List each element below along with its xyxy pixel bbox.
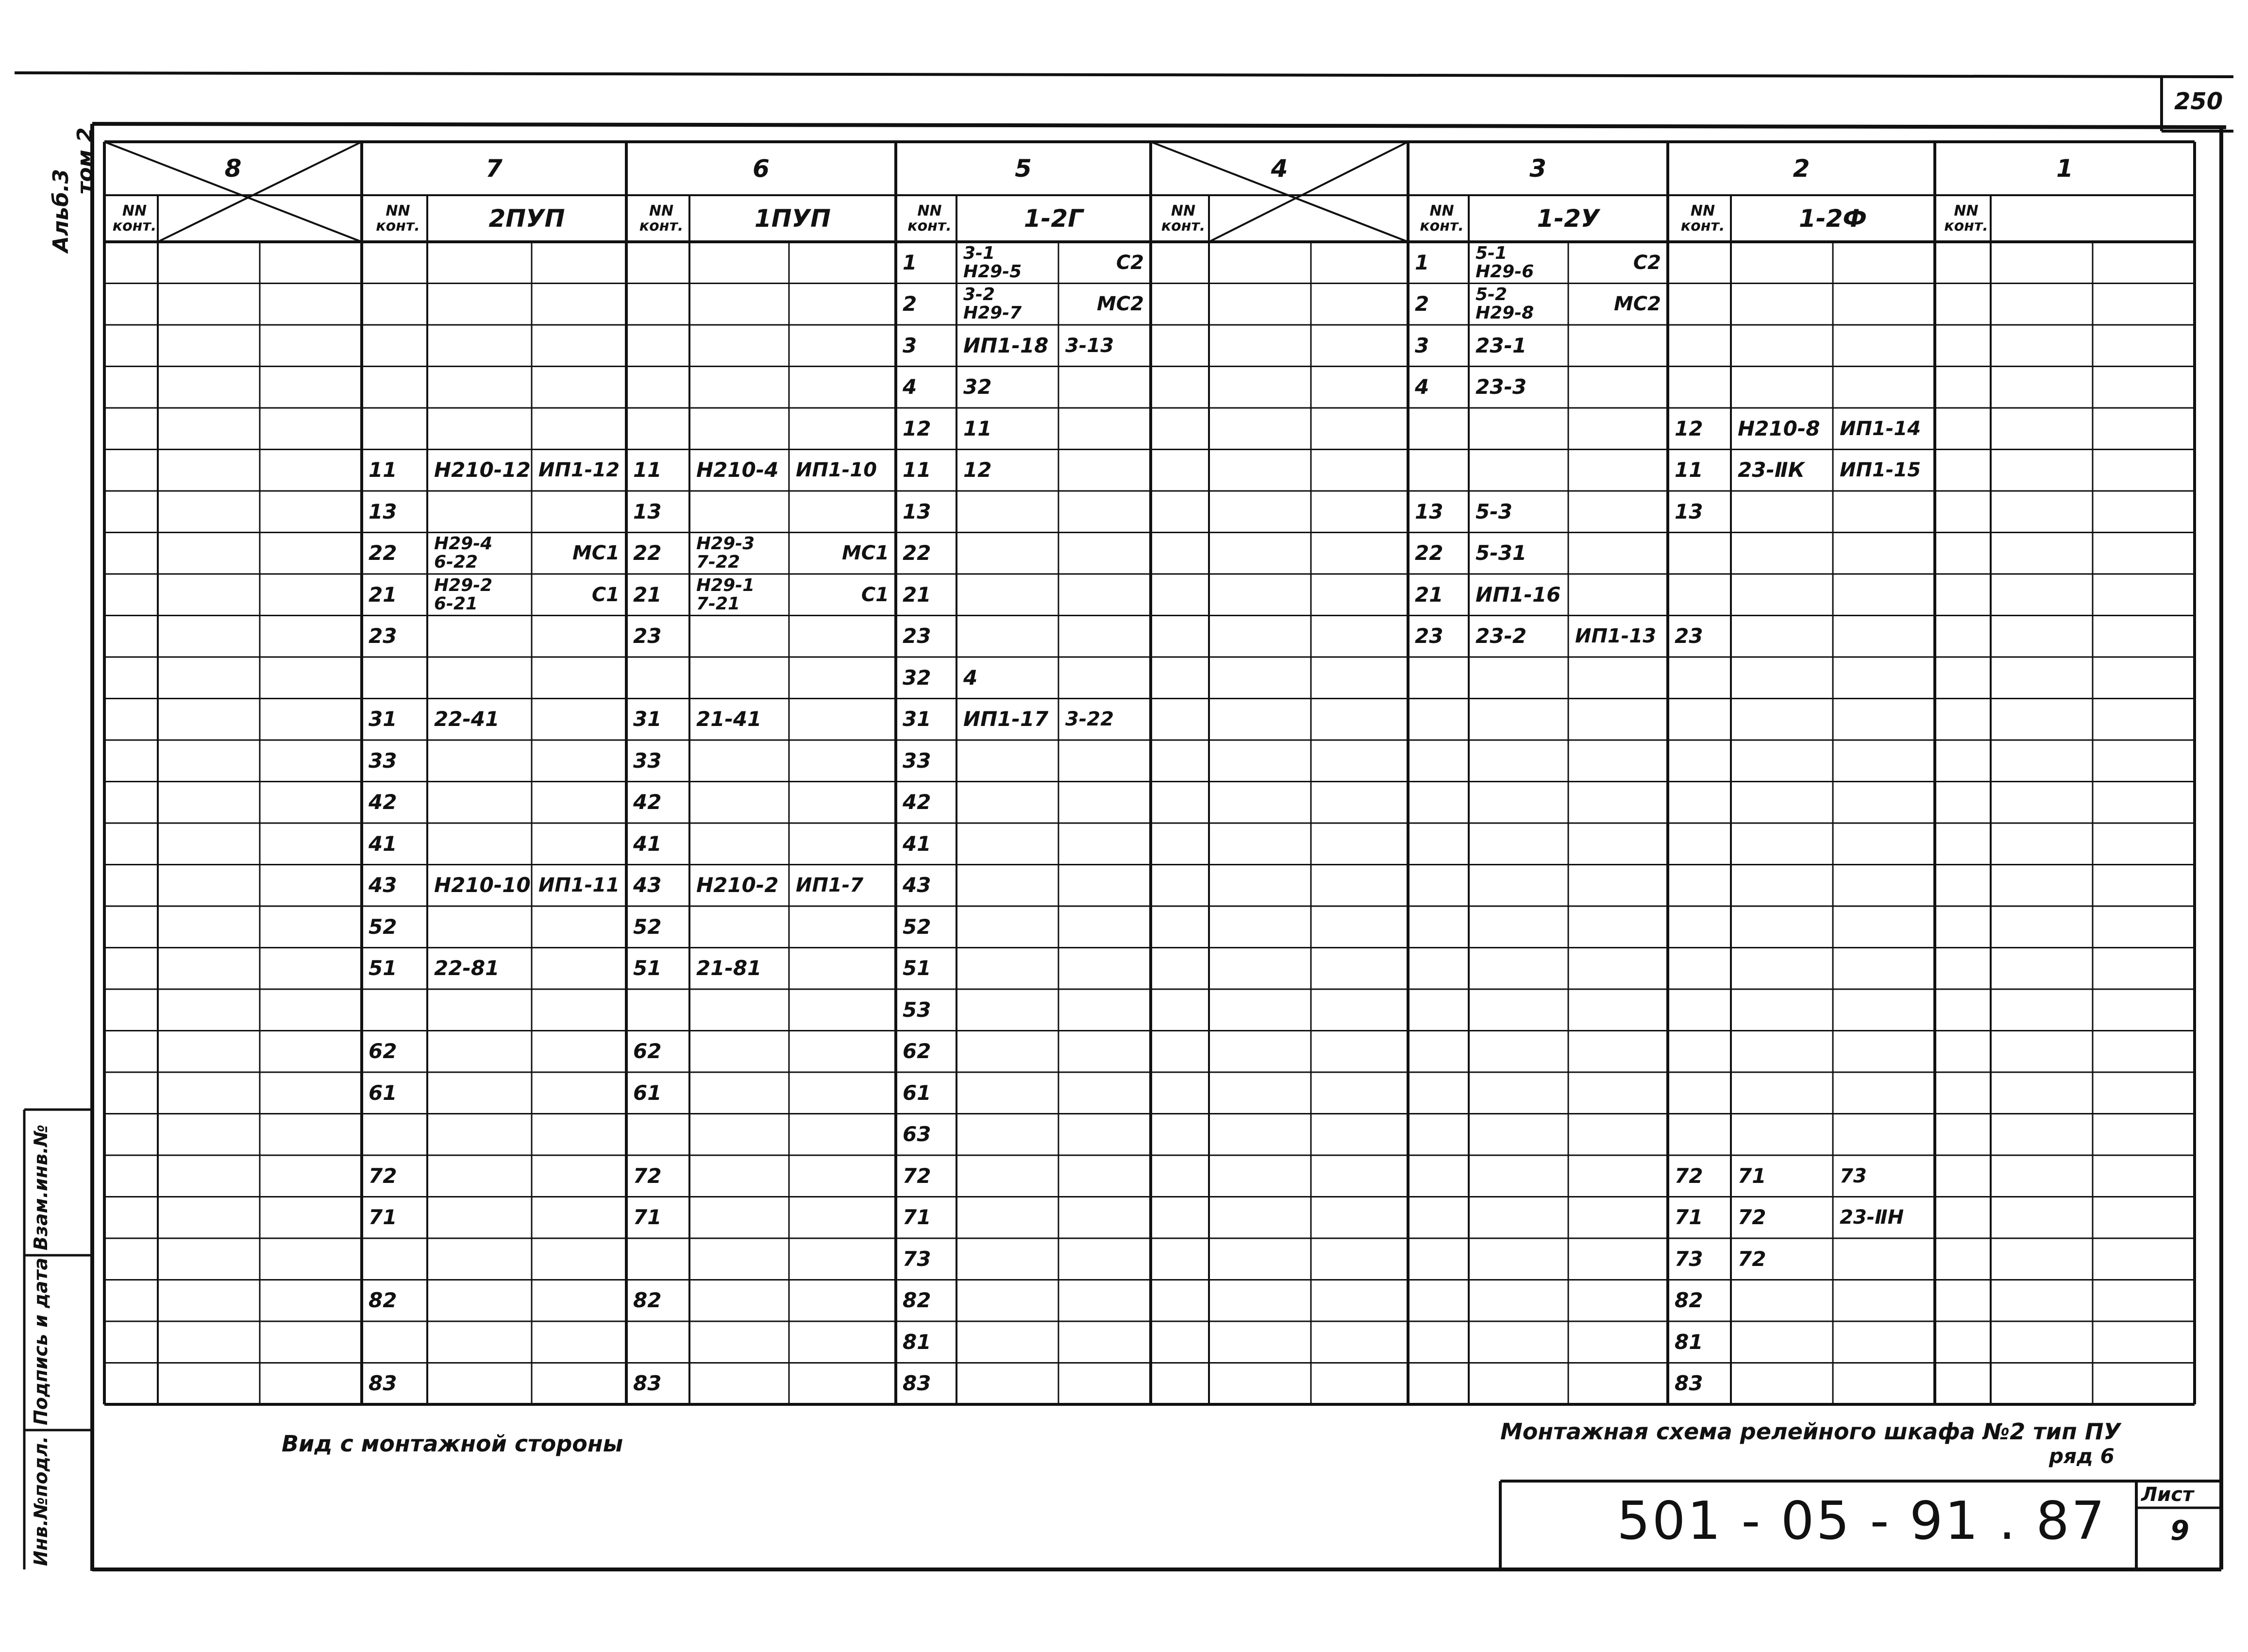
connection-a: ИП1-16 (1476, 582, 1561, 607)
kont-header (1151, 195, 1209, 242)
connection-a: 23-ⅡК (1738, 458, 1805, 482)
sheet-no: 9 (2170, 1515, 2189, 1547)
connection-a: 71 (1738, 1163, 1766, 1188)
kont-header (362, 195, 427, 242)
contact-number: 52 (369, 914, 397, 939)
cell-line: Н29-7 (963, 303, 1022, 323)
contact-number: 41 (369, 831, 397, 856)
cell-line: NN (122, 202, 147, 219)
cell-line: конт. (1161, 218, 1206, 235)
connection-a: 32 (963, 375, 992, 399)
contact-number: 33 (369, 748, 397, 773)
contact-number: 21 (633, 582, 662, 607)
kont-header (1935, 195, 1991, 242)
contact-number: 82 (633, 1288, 662, 1313)
cell-line: конт. (1944, 218, 1988, 235)
cell-line: NN (386, 202, 410, 219)
contact-number: 23 (369, 624, 397, 648)
contact-number: 83 (369, 1371, 397, 1396)
connection-a (956, 242, 1058, 284)
contact-number: 71 (369, 1205, 397, 1230)
connection-b: ИП1-14 (1840, 417, 1921, 440)
connection-a: Н210-10 (434, 873, 531, 897)
group-title-5: 1-2Г (1023, 204, 1084, 233)
contact-number: 13 (1675, 499, 1703, 523)
kont-header (626, 195, 689, 242)
connection-a: 21-81 (696, 956, 762, 980)
connection-b: 3-13 (1065, 334, 1114, 357)
connection-b: МС1 (572, 542, 620, 565)
contact-number: 43 (369, 873, 397, 897)
cell-line: NN (1171, 202, 1196, 219)
contact-number: 43 (633, 873, 662, 897)
contact-number: 12 (1675, 416, 1703, 440)
connection-b: 73 (1840, 1164, 1867, 1187)
contact-number: 2 (1415, 292, 1429, 316)
contact-number: 63 (903, 1122, 931, 1146)
contact-number: 72 (369, 1163, 397, 1188)
connection-b: 3-22 (1065, 708, 1114, 731)
scheme-subtitle: ряд 6 (2049, 1444, 2114, 1468)
scheme-title: Монтажная схема релейного шкафа №2 тип ПУ (1500, 1418, 2121, 1445)
kont-header (1668, 195, 1731, 242)
contact-number: 13 (633, 499, 662, 523)
connection-b: 23-ⅡН (1840, 1206, 1904, 1229)
contact-number: 11 (1675, 458, 1703, 482)
group-number-6: 6 (753, 154, 770, 183)
contact-number: 81 (1675, 1330, 1703, 1354)
cell-line: NN (917, 202, 942, 219)
kont-header (104, 195, 158, 242)
contact-number: 11 (903, 458, 931, 482)
group-number-2: 2 (1793, 154, 1810, 183)
connection-a: 23-1 (1476, 333, 1527, 357)
contact-number: 81 (903, 1330, 931, 1354)
connection-b: ИП1-7 (796, 874, 864, 897)
contact-number: 51 (633, 956, 662, 980)
contact-number: 83 (903, 1371, 931, 1396)
connection-b: ИП1-12 (538, 459, 620, 482)
connection-b: ИП1-11 (538, 874, 620, 897)
connection-b: С1 (861, 583, 889, 606)
connection-b: ИП1-13 (1575, 625, 1657, 648)
volume-label: том 2 (73, 127, 98, 194)
cell-line: 6-22 (434, 552, 478, 573)
contact-number: 21 (1415, 582, 1443, 607)
connection-a: 23-2 (1476, 624, 1527, 648)
connection-a: 5-3 (1476, 499, 1512, 523)
connection-a (1469, 242, 1568, 284)
cell-line: Н29-5 (963, 261, 1022, 282)
contact-number: 41 (633, 831, 662, 856)
connection-a: 4 (963, 665, 978, 690)
cell-line: 5-2 (1476, 285, 1508, 305)
cell-line: Н29-4 (434, 534, 493, 554)
contact-number: 62 (903, 1039, 931, 1063)
cell-line: конт. (907, 218, 952, 235)
connection-a: 72 (1738, 1205, 1766, 1230)
contact-number: 13 (1415, 499, 1443, 523)
kont-header (1408, 195, 1469, 242)
sheet-number: 250 (2174, 88, 2223, 115)
contact-number: 71 (903, 1205, 931, 1230)
contact-number: 33 (903, 748, 931, 773)
contact-number: 32 (903, 665, 931, 690)
contact-number: 82 (369, 1288, 397, 1313)
connection-a (427, 574, 532, 616)
connection-a: 11 (963, 416, 992, 440)
connection-a: ИП1-17 (963, 707, 1049, 731)
contact-number: 52 (633, 914, 662, 939)
cell-line: 3-1 (963, 243, 995, 263)
contact-number: 22 (903, 541, 931, 565)
connection-a: 21-41 (696, 707, 762, 731)
cell-line: Н29-6 (1476, 261, 1534, 282)
contact-number: 72 (633, 1163, 662, 1188)
cell-line: NN (1954, 202, 1979, 219)
contact-number: 4 (1415, 375, 1429, 399)
contact-number: 11 (369, 458, 397, 482)
cell-line: Н29-2 (434, 575, 493, 595)
contact-number: 71 (633, 1205, 662, 1230)
contact-number: 23 (633, 624, 662, 648)
connection-a: 22-81 (434, 956, 500, 980)
connection-a (427, 533, 532, 574)
contact-number: 22 (633, 541, 662, 565)
contact-number: 22 (1415, 541, 1443, 565)
connection-b: МС2 (1097, 293, 1144, 316)
contact-number: 72 (903, 1163, 931, 1188)
contact-number: 13 (369, 499, 397, 523)
connection-a: Н210-12 (434, 458, 531, 482)
cell-line: 7-22 (696, 552, 740, 573)
contact-number: 2 (903, 292, 917, 316)
contact-number: 31 (903, 707, 931, 731)
contact-number: 43 (903, 873, 931, 897)
connection-a (1469, 284, 1568, 325)
connection-b: С2 (1116, 251, 1144, 274)
connection-b: МС1 (842, 542, 889, 565)
group-number-7: 7 (486, 154, 503, 183)
connection-a: Н210-4 (696, 458, 779, 482)
connection-b: ИП1-15 (1840, 459, 1921, 482)
contact-number: 21 (369, 582, 397, 607)
contact-number: 42 (369, 790, 397, 814)
connection-a: 23-3 (1476, 375, 1527, 399)
connection-a (956, 284, 1058, 325)
connection-b: МС2 (1614, 293, 1661, 316)
connection-a: 5-31 (1476, 541, 1527, 565)
document-code: 501 - 05 - 91 . 87 (1617, 1491, 2107, 1551)
contact-number: 71 (1675, 1205, 1703, 1230)
contact-number: 41 (903, 831, 931, 856)
contact-number: 61 (369, 1080, 397, 1105)
contact-number: 53 (903, 997, 931, 1022)
group-title-6: 1ПУП (754, 204, 831, 233)
contact-number: 61 (633, 1080, 662, 1105)
margin-label-signature-date: Подпись и дата (30, 1257, 51, 1425)
contact-number: 31 (633, 707, 662, 731)
contact-number: 23 (1415, 624, 1443, 648)
group-title-7: 2ПУП (488, 204, 565, 233)
cell-line: Н29-1 (696, 575, 755, 595)
connection-a (689, 574, 789, 616)
group-number-3: 3 (1529, 154, 1546, 183)
contact-number: 83 (1675, 1371, 1703, 1396)
cell-line: Н29-8 (1476, 303, 1534, 323)
contact-number: 13 (903, 499, 931, 523)
cell-line: 6-21 (434, 593, 478, 614)
cell-line: NN (1690, 202, 1715, 219)
contact-number: 3 (1415, 333, 1429, 357)
sheet-label: Лист (2141, 1483, 2194, 1506)
group-title-3: 1-2У (1537, 204, 1600, 233)
contact-number: 62 (369, 1039, 397, 1063)
contact-number: 42 (903, 790, 931, 814)
album-label: Альб.3 (49, 169, 73, 253)
cell-line: NN (1429, 202, 1454, 219)
contact-number: 42 (633, 790, 662, 814)
contact-number: 51 (903, 956, 931, 980)
connection-a: Н210-2 (696, 873, 779, 897)
contact-number: 83 (633, 1371, 662, 1396)
cell-line: NN (649, 202, 674, 219)
connection-a: 12 (963, 458, 992, 482)
view-caption: Вид с монтажной стороны (282, 1431, 623, 1457)
cell-line: конт. (112, 218, 157, 235)
margin-label-vzam-inv: Взам.инв.№ (30, 1124, 51, 1250)
cell-line: конт. (376, 218, 420, 235)
contact-number: 52 (903, 914, 931, 939)
group-number-1: 1 (2056, 154, 2073, 183)
contact-number: 1 (903, 250, 917, 274)
contact-number: 31 (369, 707, 397, 731)
cell-line: конт. (1420, 218, 1464, 235)
cell-line: 5-1 (1476, 243, 1508, 263)
contact-number: 72 (1675, 1163, 1703, 1188)
group-number-8: 8 (224, 154, 242, 183)
contact-number: 23 (903, 624, 931, 648)
contact-number: 22 (369, 541, 397, 565)
contact-number: 11 (633, 458, 662, 482)
contact-number: 73 (903, 1247, 931, 1271)
cell-line: Н29-3 (696, 534, 755, 554)
contact-number: 23 (1675, 624, 1703, 648)
contact-number: 4 (903, 375, 917, 399)
connection-a: 72 (1738, 1247, 1766, 1271)
contact-number: 82 (1675, 1288, 1703, 1313)
margin-label-inv-podl: Инв.№подл. (30, 1436, 51, 1566)
group-number-5: 5 (1015, 154, 1032, 183)
contact-number: 12 (903, 416, 931, 440)
connection-b: С2 (1633, 251, 1661, 274)
contact-number: 33 (633, 748, 662, 773)
connection-a: ИП1-18 (963, 333, 1049, 357)
group-number-4: 4 (1271, 154, 1288, 183)
contact-number: 61 (903, 1080, 931, 1105)
connection-a: Н210-8 (1738, 416, 1820, 440)
contact-number: 73 (1675, 1247, 1703, 1271)
cell-line: конт. (1680, 218, 1725, 235)
contact-number: 51 (369, 956, 397, 980)
kont-header (896, 195, 956, 242)
cell-line: 3-2 (963, 285, 995, 305)
cell-line: конт. (639, 218, 684, 235)
contact-number: 82 (903, 1288, 931, 1313)
connection-b: С1 (591, 583, 620, 606)
connection-b: ИП1-10 (796, 459, 877, 482)
contact-number: 62 (633, 1039, 662, 1063)
cell-line: 7-21 (696, 593, 740, 614)
connection-a: 22-41 (434, 707, 500, 731)
connection-a (689, 533, 789, 574)
group-title-2: 1-2Ф (1799, 204, 1867, 233)
contact-number: 3 (903, 333, 917, 357)
contact-number: 21 (903, 582, 931, 607)
contact-number: 1 (1415, 250, 1429, 274)
